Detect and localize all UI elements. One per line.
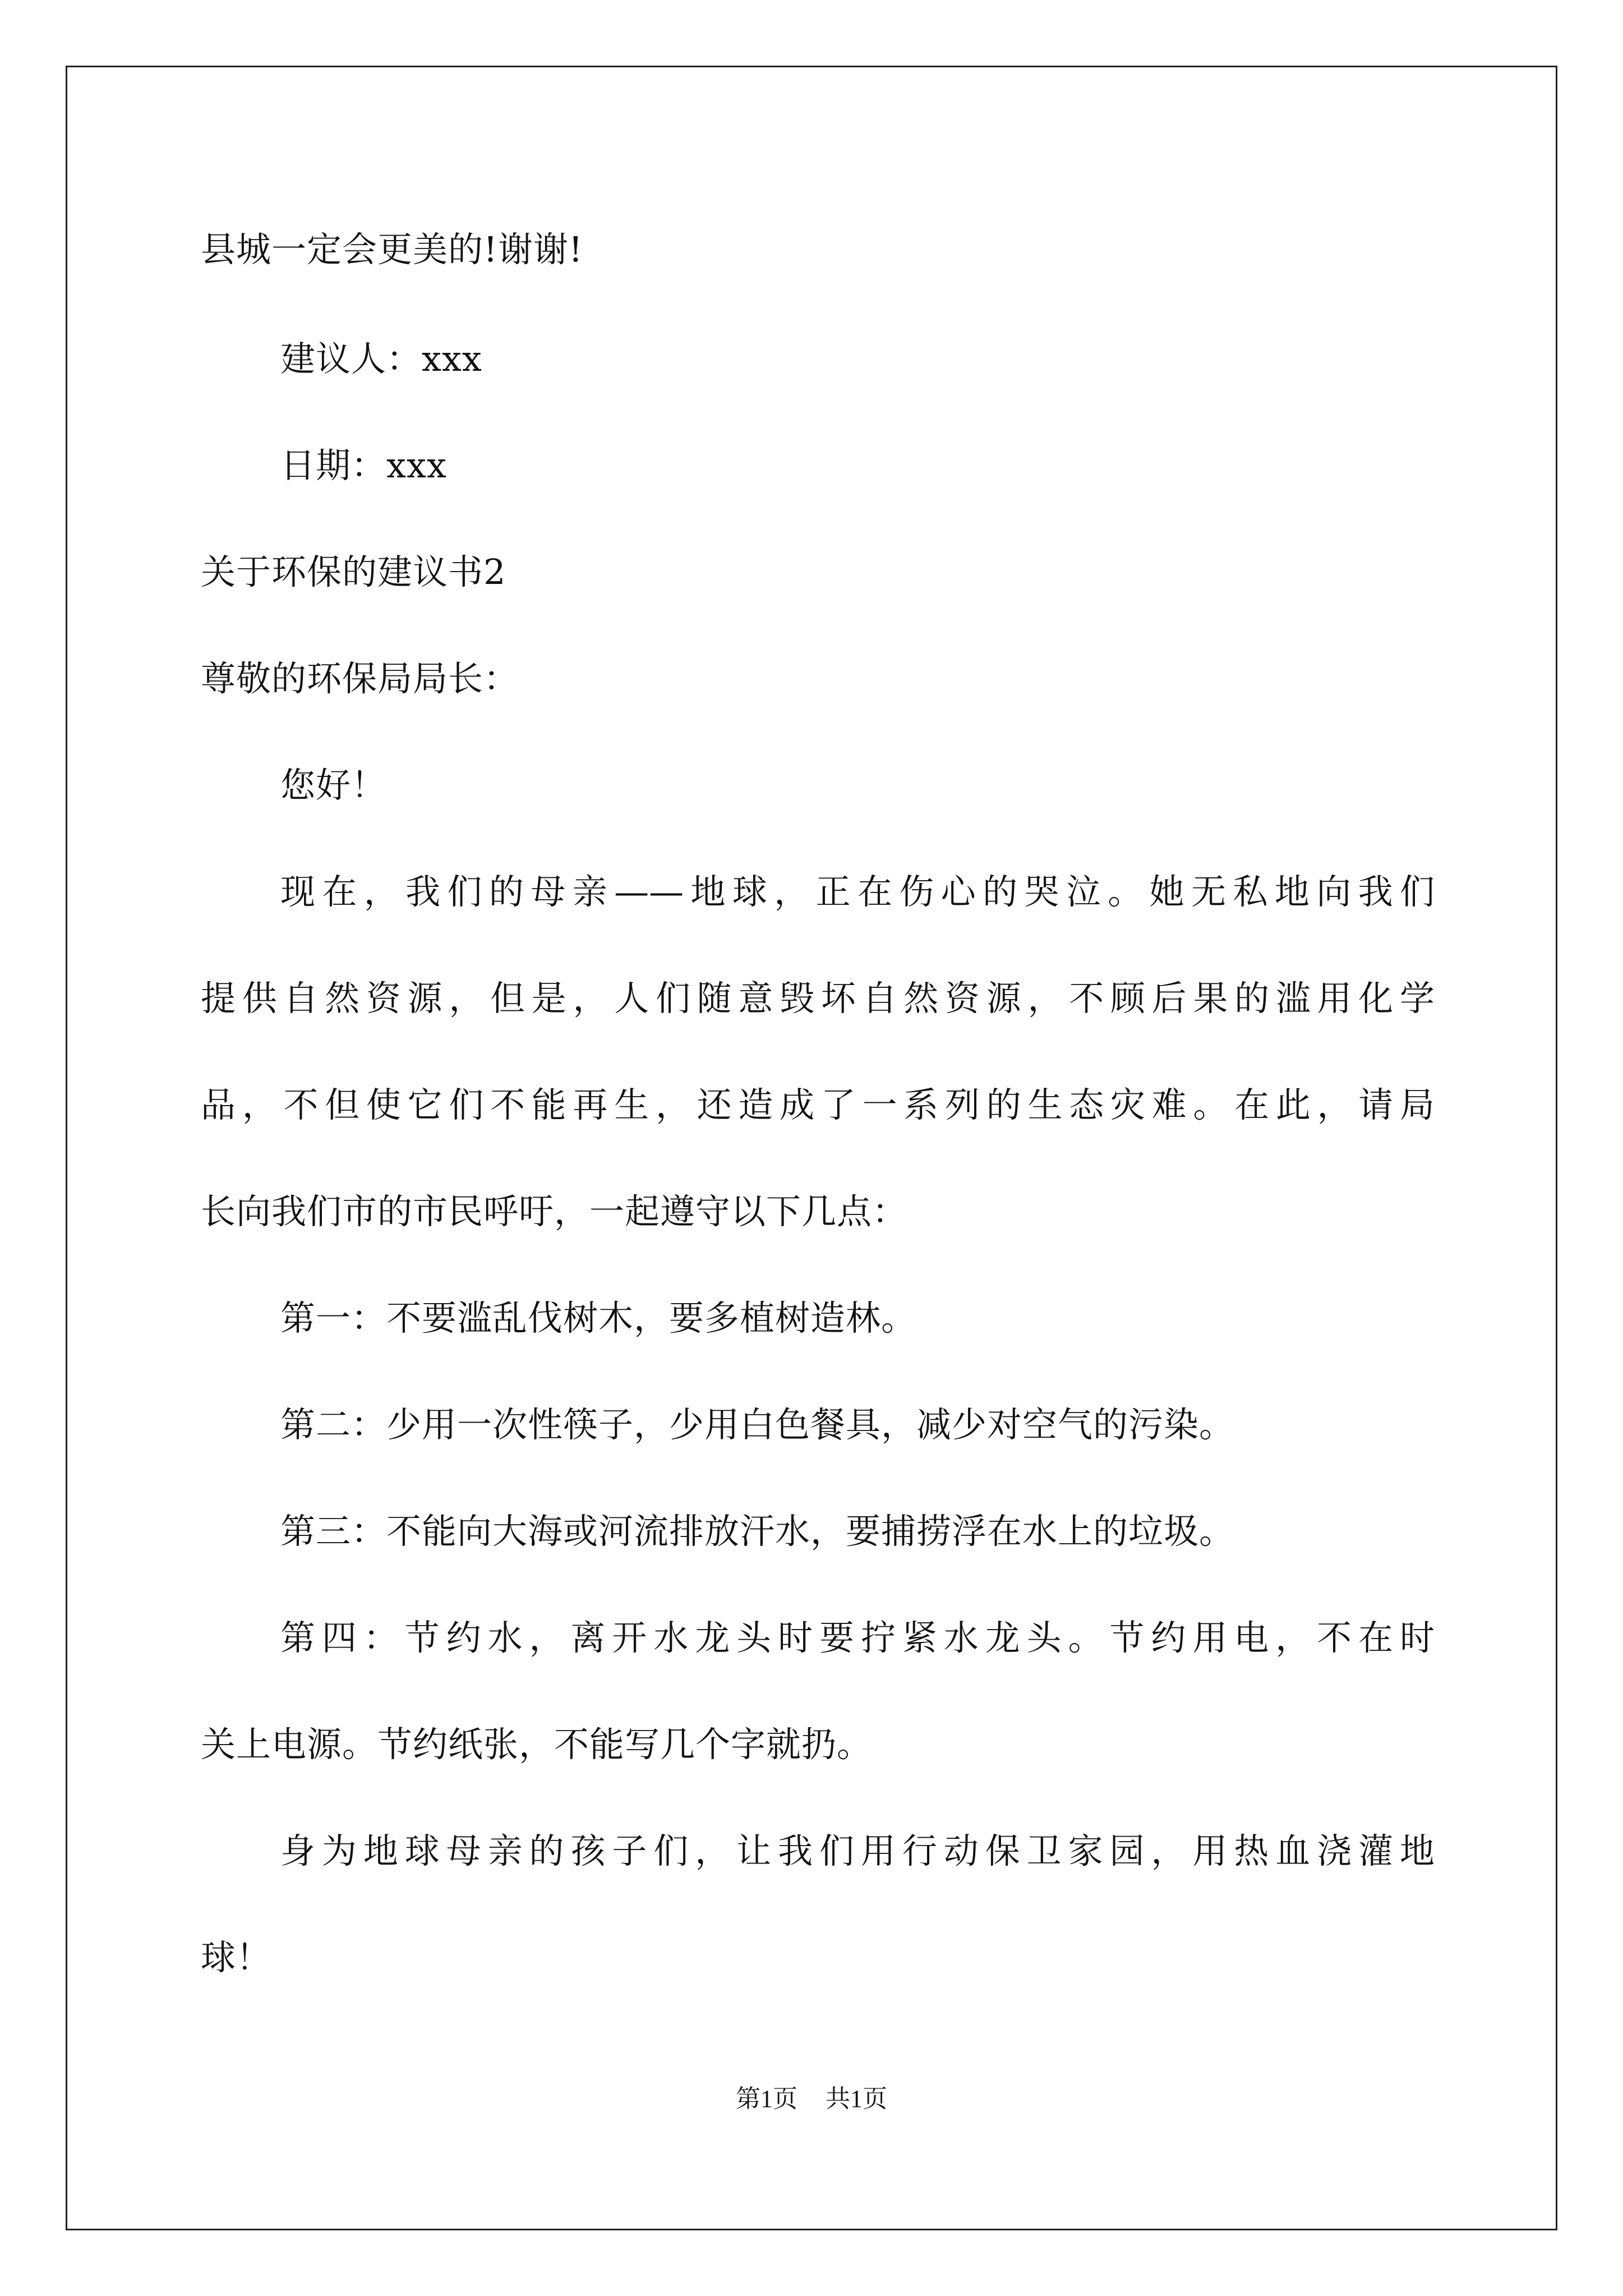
proposer-line: 建议人：xxx: [280, 338, 482, 379]
greeting: 您好！: [280, 765, 387, 806]
point-three: 第三：不能向大海或河流排放汗水，要捕捞浮在水上的垃圾。: [280, 1511, 1235, 1552]
closing-paragraph: 身为地球母亲的孩子们，让我们用行动保卫家园，用热血浇灌地: [280, 1830, 1435, 1871]
paragraph-line: 长向我们市的市民呼吁，一起遵守以下几点：: [201, 1191, 908, 1232]
point-two: 第二：少用一次性筷子，少用白色餐具，减少对空气的污染。: [280, 1404, 1235, 1445]
point-four-continued: 关上电源。节约纸张，不能写几个字就扔。: [201, 1724, 873, 1765]
page-total: 共1页: [826, 2085, 887, 2113]
salutation: 尊敬的环保局局长：: [201, 658, 519, 699]
point-four: 第四：节约水，离开水龙头时要拧紧水龙头。节约用电，不在时: [280, 1617, 1435, 1658]
section-title: 关于环保的建议书2: [201, 551, 506, 592]
closing-paragraph-end: 球！: [201, 1937, 272, 1978]
page-footer: [0, 2082, 1623, 2116]
page-number: 第1页: [736, 2085, 797, 2113]
closing-line: 县城一定会更美的!谢谢!: [201, 229, 583, 270]
point-one: 第一：不要滥乱伐树木，要多植树造林。: [280, 1297, 917, 1338]
paragraph-line: 提供自然资源，但是，人们随意毁坏自然资源，不顾后果的滥用化学: [201, 978, 1435, 1019]
paragraph-line: 品，不但使它们不能再生，还造成了一系列的生态灾难。在此，请局: [201, 1084, 1435, 1125]
paragraph-line: 现在，我们的母亲——地球，正在伤心的哭泣。她无私地向我们: [280, 871, 1435, 912]
page-border: [66, 66, 1557, 2230]
date-line: 日期：xxx: [280, 445, 447, 486]
